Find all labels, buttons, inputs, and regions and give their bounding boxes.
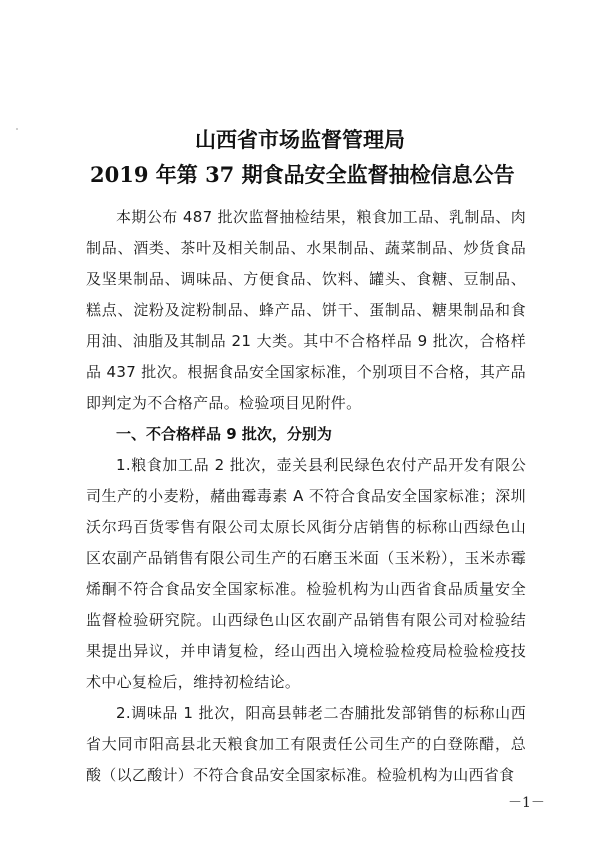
unqualified-item-grain: 1.粮食加工品 2 批次，壶关县利民绿色农付产品开发有限公司生产的小麦粉，赭曲霉毒素 A 不符合食品安全国家标准；深圳沃尔玛百货零售有限公司太原长风街分店销售的标称山西绿色山区农副产品销售有限公司生产的石磨玉米面（玉米粉），玉米赤霉烯酮不符合食品安全国家标准。检验机构为山西省食品质量安全监督检验研究院。山西绿色山区农副产品销售有限公司对检验结果提出异议，并申请复检，经山西出入境检验检疫局检验检疫技术中心复检后，维持初检结论。 — [86, 456, 526, 691]
intro-paragraph: 本期公布 487 批次监督抽检结果，粮食加工品、乳制品、肉制品、酒类、茶叶及相关制品、水果制品、蔬菜制品、炒货食品及坚果制品、调味品、方便食品、饮料、罐头、食糖、豆制品、糕点、淀粉及淀粉制品、蜂产品、饼干、蛋制品、糖果制品和食用油、油脂及其制品 21 大类。其中不合格样品 9 批次，合格样品 437 批次。根据食品安全国家标准，个别项目不合格，其产品即判定为不合格产品。检验项目见附件。 — [86, 208, 526, 412]
document-title-announcement: 2019 年第 37 期食品安全监督抽检信息公告 — [90, 162, 515, 187]
section-heading-unqualified: 一、不合格样品 9 批次，分别为 — [116, 425, 332, 443]
document-title-agency: 山西省市场监督管理局 — [195, 127, 405, 152]
document-body — [86, 202, 526, 791]
scan-artifact — [16, 128, 18, 130]
page-number: －1－ — [508, 795, 545, 811]
unqualified-item-condiment: 2.调味品 1 批次，阳高县韩老二杏脯批发部销售的标称山西省大同市阳高县北天粮食加工有限责任公司生产的白登陈醋，总酸（以乙酸计）不符合食品安全国家标准。检验机构为山西省食 — [86, 704, 526, 784]
